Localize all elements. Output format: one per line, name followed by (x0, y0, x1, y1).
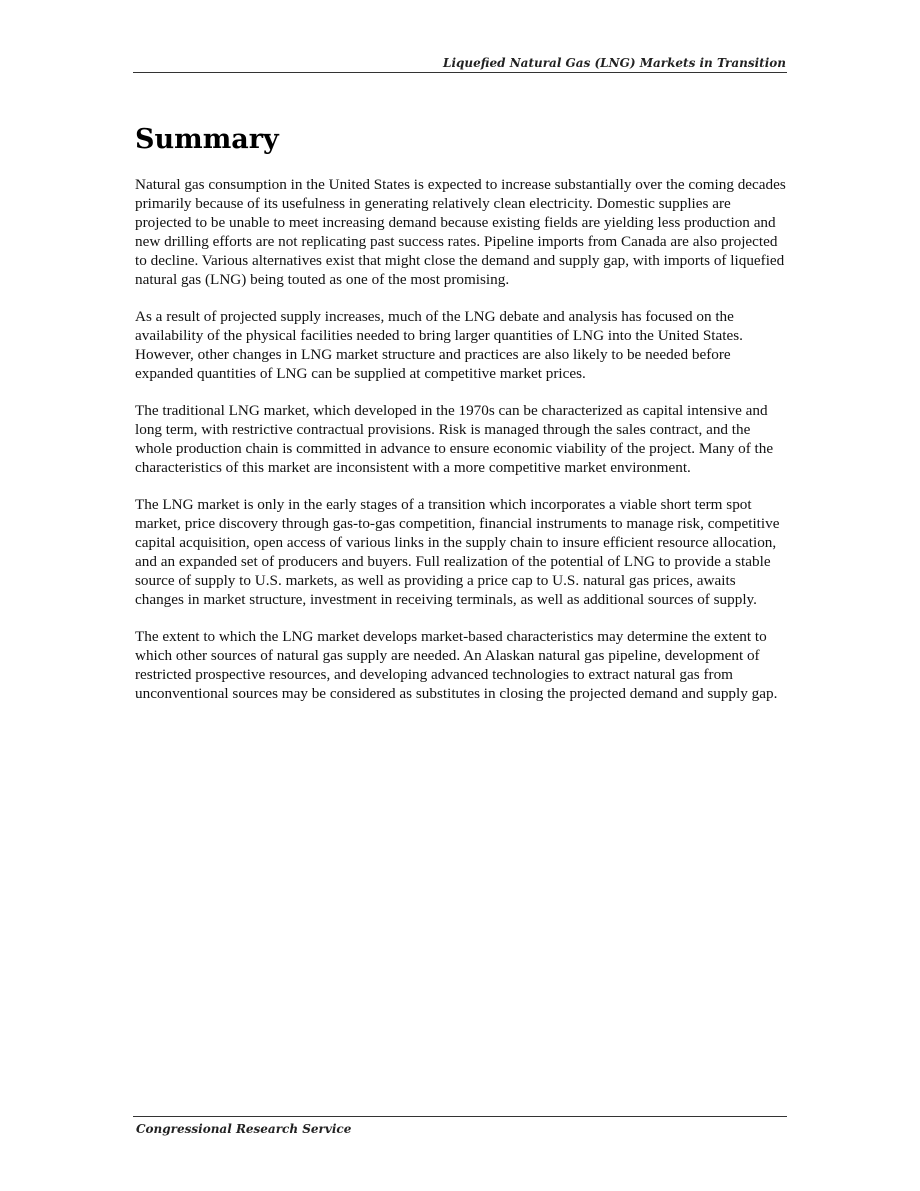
page-header (133, 55, 787, 73)
paragraph-2: As a result of projected supply increases, much of the LNG debate and analysis has focused on the availability of the physical facilities needed to bring larger quantities of LNG into the United States. However, other changes in LNG market structure and practices are also likely to be needed before expanded quantities of LNG can be supplied at competitive market prices. (135, 308, 743, 382)
paragraph-4: The LNG market is only in the early stages of a transition which incorporates a viable short term spot market, price discovery through gas-to-gas competition, financial instruments to manage risk, competitive capital acquisition, open access of various links in the supply chain to insure efficient resource allocation, and an expanded set of producers and buyers. Full realization of the potential of LNG to provide a stable source of supply to U.S. markets, as well as providing a price cap to U.S. natural gas prices, awaits changes in market structure, investment in receiving terminals, as well as additional sources of supply. (135, 496, 780, 608)
page-content (135, 120, 787, 721)
paragraph-1: Natural gas consumption in the United States is expected to increase substantially over the coming decades primarily because of its usefulness in generating relatively clean electricity. Domestic supplies are projected to be unable to meet increasing demand because existing fields are yielding less production and new drilling efforts are not replicating past success rates. Pipeline imports from Canada are also projected to decline. Various alternatives exist that might close the demand and supply gap, with imports of liquefied natural gas (LNG) being touted as one of the most promising. (135, 176, 786, 288)
paragraph-5: The extent to which the LNG market develops market-based characteristics may determine the extent to which other sources of natural gas supply are needed. An Alaskan natural gas pipeline, development of restricted prospective resources, and developing advanced technologies to extract natural gas from unconventional sources may be considered as substitutes in closing the projected demand and supply gap. (135, 628, 778, 702)
section-title: Summary (135, 124, 279, 155)
paragraph-3: The traditional LNG market, which developed in the 1970s can be characterized as capital intensive and long term, with restrictive contractual provisions. Risk is managed through the sales contract, and the whole production chain is committed in advance to ensure economic viability of the project. Many of the characteristics of this market are inconsistent with a more competitive market environment. (135, 402, 774, 476)
publisher-name: Congressional Research Service (136, 1122, 352, 1136)
page-footer (133, 1116, 787, 1136)
summary-body (135, 175, 787, 703)
running-title: Liquefied Natural Gas (LNG) Markets in Transition (443, 56, 786, 70)
